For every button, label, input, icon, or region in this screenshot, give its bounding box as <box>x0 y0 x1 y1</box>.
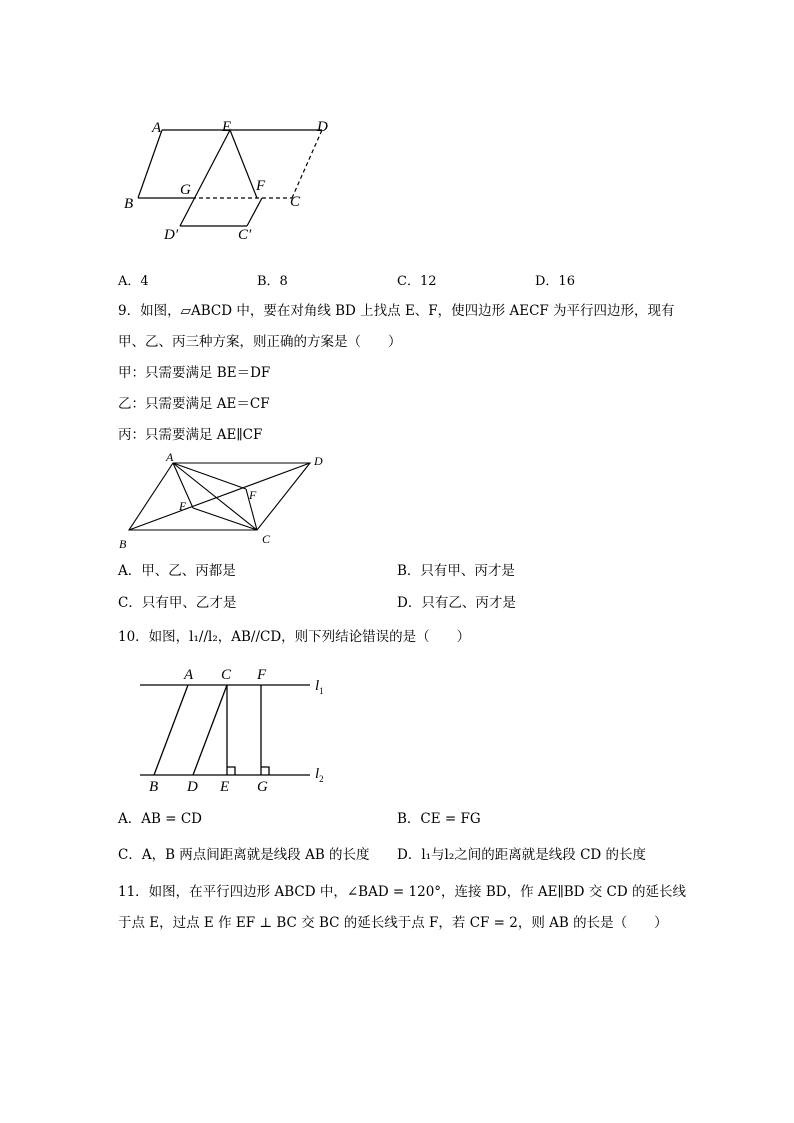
q9-label-C: C <box>262 532 271 546</box>
q9-plan-yi: 乙：只需要满足 AE＝CF <box>118 396 270 412</box>
q8-label-D-prime: D′ <box>164 227 179 243</box>
q9-option-a[interactable]: A．甲、乙、丙都是 <box>118 563 236 579</box>
q9-label-D: D <box>314 454 323 468</box>
q11-stem-line1: 11．如图，在平行四边形 ABCD 中，∠BAD = 120°，连接 BD，作 AE∥BD 交 CD 的延长线 <box>118 884 686 900</box>
q10-figure <box>130 660 350 798</box>
q10-option-d[interactable]: D．l₁与l₂之间的距离就是线段 CD 的长度 <box>397 847 647 863</box>
q10-option-b[interactable]: B．CE = FG <box>397 811 481 827</box>
q8-figure <box>110 110 350 250</box>
q10-label-A: A <box>184 667 194 683</box>
q10-label-G: G <box>257 779 268 795</box>
q10-label-D: D <box>187 779 198 795</box>
q10-stem: 10．如图，l₁//l₂，AB//CD，则下列结论错误的是（ ） <box>118 629 471 645</box>
q9-plan-bing: 丙：只需要满足 AE∥CF <box>118 427 263 443</box>
q10-label-E: E <box>220 779 230 795</box>
q10-option-a[interactable]: A．AB = CD <box>118 811 202 827</box>
q10-label-l2: $l_2$ <box>315 766 324 784</box>
q8-label-D: D <box>317 119 328 135</box>
q8-label-G: G <box>180 182 191 198</box>
q10-label-C: C <box>221 667 232 683</box>
q9-stem-line1: 9．如图，▱ABCD 中，要在对角线 BD 上找点 E、F，使四边形 AECF 为平行四边形，现有 <box>118 303 675 319</box>
q8-label-E: E <box>222 119 232 135</box>
q9-label-A: A <box>166 450 174 464</box>
q11-stem-line2: 于点 E，过点 E 作 EF ⊥ BC 交 BC 的延长线于点 F，若 CF = 2，则 AB 的长是（ ） <box>118 915 668 931</box>
q9-stem-line2: 甲、乙、丙三种方案，则正确的方案是（ ） <box>118 334 402 350</box>
q9-plan-jia: 甲：只需要满足 BE＝DF <box>118 365 271 381</box>
q10-label-B: B <box>149 779 159 795</box>
q8-option-d[interactable]: D．16 <box>535 274 575 289</box>
q8-label-F: F <box>256 178 266 194</box>
q8-option-c[interactable]: C．12 <box>397 274 437 289</box>
q8-label-C-prime: C′ <box>238 227 252 243</box>
q8-label-A: A <box>152 120 162 136</box>
q9-label-E: E <box>179 499 187 513</box>
q9-label-F: F <box>249 488 257 502</box>
q8-option-b[interactable]: B．8 <box>257 274 288 289</box>
q9-figure <box>110 448 340 558</box>
q10-label-F: F <box>257 667 267 683</box>
q9-label-B: B <box>119 537 127 551</box>
q10-label-l1: $l_1$ <box>315 678 324 696</box>
q8-option-a[interactable]: A．4 <box>118 274 149 289</box>
q8-label-C: C <box>290 194 301 210</box>
q10-option-c[interactable]: C．A，B 两点间距离就是线段 AB 的长度 <box>118 847 370 863</box>
q9-option-c[interactable]: C．只有甲、乙才是 <box>118 595 237 611</box>
q8-label-B: B <box>124 196 134 212</box>
q9-option-d[interactable]: D．只有乙、丙才是 <box>397 595 516 611</box>
q9-option-b[interactable]: B．只有甲、丙才是 <box>397 563 515 579</box>
